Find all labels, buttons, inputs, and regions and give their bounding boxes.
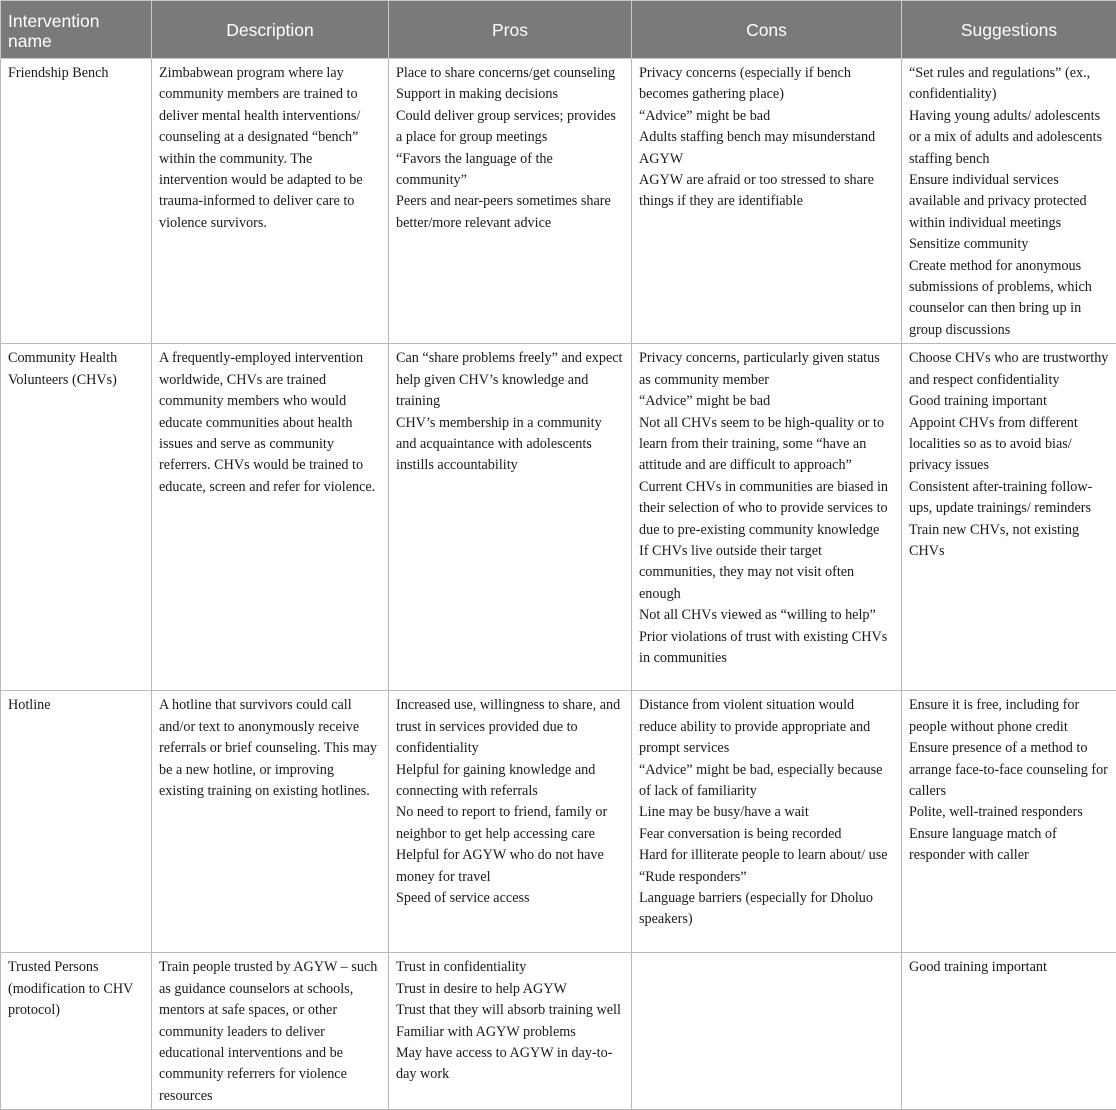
cell-line: Support in making decisions — [396, 84, 625, 105]
cell-line: Not all CHVs viewed as “willing to help” — [639, 605, 895, 626]
cell-line: Appoint CHVs from different localities so as to avoid bias/ privacy issues — [909, 413, 1110, 477]
intervention-name-cell — [1, 953, 152, 1110]
cell-line: Zimbabwean program where lay community members are trained to deliver mental health interventions/ counseling at a designated “bench” within the community. The intervention would be adapted to be trauma-informed to deliver care to violence survivors. — [159, 63, 382, 234]
cell-line: Not all CHVs seem to be high-quality or to learn from their training, some “have an attitude and are difficult to approach” — [639, 413, 895, 477]
description-cell — [152, 59, 389, 344]
description-cell — [152, 344, 389, 691]
cell-line: Good training important — [909, 957, 1110, 978]
cell-line: Create method for anonymous submissions of problems, which counselor can then bring up in group discussions — [909, 256, 1110, 342]
cell-line: A frequently-employed intervention worldwide, CHVs are trained community members who would educate communities about health issues and serve as community referrers. CHVs would be trained to educate, screen and refer for violence. — [159, 348, 382, 498]
cell-line: Trust that they will absorb training well — [396, 1000, 625, 1021]
intervention-name-cell — [1, 691, 152, 953]
cell-line: Trust in desire to help AGYW — [396, 979, 625, 1000]
cons-cell — [632, 953, 902, 1110]
cell-line: Polite, well-trained responders — [909, 802, 1110, 823]
cell-line: Could deliver group services; provides a place for group meetings — [396, 106, 625, 149]
cell-line: Ensure presence of a method to arrange face-to-face counseling for callers — [909, 738, 1110, 802]
cell-line: “Advice” might be bad — [639, 391, 895, 412]
suggestions-cell — [902, 59, 1116, 344]
pros-cell — [389, 59, 632, 344]
table-row — [1, 59, 1116, 344]
cell-line: Consistent after-training follow-ups, update trainings/ reminders — [909, 477, 1110, 520]
header-suggestions: Suggestions — [902, 1, 1116, 59]
intervention-name-cell — [1, 344, 152, 691]
cell-line: Hard for illiterate people to learn about/ use — [639, 845, 895, 866]
description-cell — [152, 691, 389, 953]
cell-line: “Advice” might be bad, especially because of lack of familiarity — [639, 760, 895, 803]
cell-line: Choose CHVs who are trustworthy and respect confidentiality — [909, 348, 1110, 391]
cell-line: A hotline that survivors could call and/or text to anonymously receive referrals or brief counseling. This may be a new hotline, or improving existing training on existing hotlines. — [159, 695, 382, 802]
cell-line: Prior violations of trust with existing CHVs in communities — [639, 627, 895, 670]
cell-line: Privacy concerns (especially if bench becomes gathering place) — [639, 63, 895, 106]
cell-line: Can “share problems freely” and expect help given CHV’s knowledge and training — [396, 348, 625, 412]
cell-line: Friendship Bench — [8, 63, 145, 84]
cell-line: Good training important — [909, 391, 1110, 412]
intervention-name-cell — [1, 59, 152, 344]
cell-line: AGYW are afraid or too stressed to share things if they are identifiable — [639, 170, 895, 213]
cell-line: Distance from violent situation would reduce ability to provide appropriate and prompt services — [639, 695, 895, 759]
cell-line: Ensure it is free, including for people without phone credit — [909, 695, 1110, 738]
cell-line: Sensitize community — [909, 234, 1110, 255]
header-pros: Pros — [389, 1, 632, 59]
cons-cell — [632, 59, 902, 344]
header-row — [1, 1, 1116, 59]
cell-line: “Favors the language of the community” — [396, 149, 625, 192]
cell-line: Current CHVs in communities are biased in their selection of who to provide services to due to pre-existing community knowledge — [639, 477, 895, 541]
suggestions-cell — [902, 344, 1116, 691]
cell-line: Having young adults/ adolescents or a mix of adults and adolescents staffing bench — [909, 106, 1110, 170]
cell-line: Train people trusted by AGYW – such as guidance counselors at schools, mentors at safe spaces, or other community leaders to deliver educational interventions and be community referrers for violence resources — [159, 957, 382, 1107]
cell-line: Increased use, willingness to share, and trust in services provided due to confidentiality — [396, 695, 625, 759]
cell-line: Trust in confidentiality — [396, 957, 625, 978]
cons-cell — [632, 344, 902, 691]
cell-line: Privacy concerns, particularly given status as community member — [639, 348, 895, 391]
cell-line: “Rude responders” — [639, 867, 895, 888]
cell-line: If CHVs live outside their target communities, they may not visit often enough — [639, 541, 895, 605]
cell-line: CHV’s membership in a community and acquaintance with adolescents instills accountability — [396, 413, 625, 477]
cell-line: Speed of service access — [396, 888, 625, 909]
table-row — [1, 953, 1116, 1110]
cons-cell — [632, 691, 902, 953]
table-row — [1, 691, 1116, 953]
description-cell — [152, 953, 389, 1110]
cell-line: “Set rules and regulations” (ex., confidentiality) — [909, 63, 1110, 106]
cell-line: Community Health Volunteers (CHVs) — [8, 348, 145, 391]
pros-cell — [389, 344, 632, 691]
cell-line: Line may be busy/have a wait — [639, 802, 895, 823]
header-description: Description — [152, 1, 389, 59]
pros-cell — [389, 953, 632, 1110]
cell-line: May have access to AGYW in day-to-day work — [396, 1043, 625, 1086]
table-row — [1, 344, 1116, 691]
cell-line: Helpful for AGYW who do not have money for travel — [396, 845, 625, 888]
suggestions-cell — [902, 691, 1116, 953]
header-cons: Cons — [632, 1, 902, 59]
cell-line: Fear conversation is being recorded — [639, 824, 895, 845]
cell-line: Familiar with AGYW problems — [396, 1022, 625, 1043]
cell-line: “Advice” might be bad — [639, 106, 895, 127]
cell-line: Trusted Persons (modification to CHV protocol) — [8, 957, 145, 1021]
cell-line: Place to share concerns/get counseling — [396, 63, 625, 84]
cell-line: Helpful for gaining knowledge and connecting with referrals — [396, 760, 625, 803]
cell-line: Adults staffing bench may misunderstand AGYW — [639, 127, 895, 170]
pros-cell — [389, 691, 632, 953]
suggestions-cell — [902, 953, 1116, 1110]
cell-line: Language barriers (especially for Dholuo speakers) — [639, 888, 895, 931]
cell-line: Ensure language match of responder with caller — [909, 824, 1110, 867]
cell-line: Ensure individual services available and privacy protected within individual meetings — [909, 170, 1110, 234]
cell-line: Peers and near-peers sometimes share better/more relevant advice — [396, 191, 625, 234]
cell-line: Train new CHVs, not existing CHVs — [909, 520, 1110, 563]
cell-line: No need to report to friend, family or neighbor to get help accessing care — [396, 802, 625, 845]
cell-line: Hotline — [8, 695, 145, 716]
header-intervention-name: Intervention name — [1, 1, 152, 59]
